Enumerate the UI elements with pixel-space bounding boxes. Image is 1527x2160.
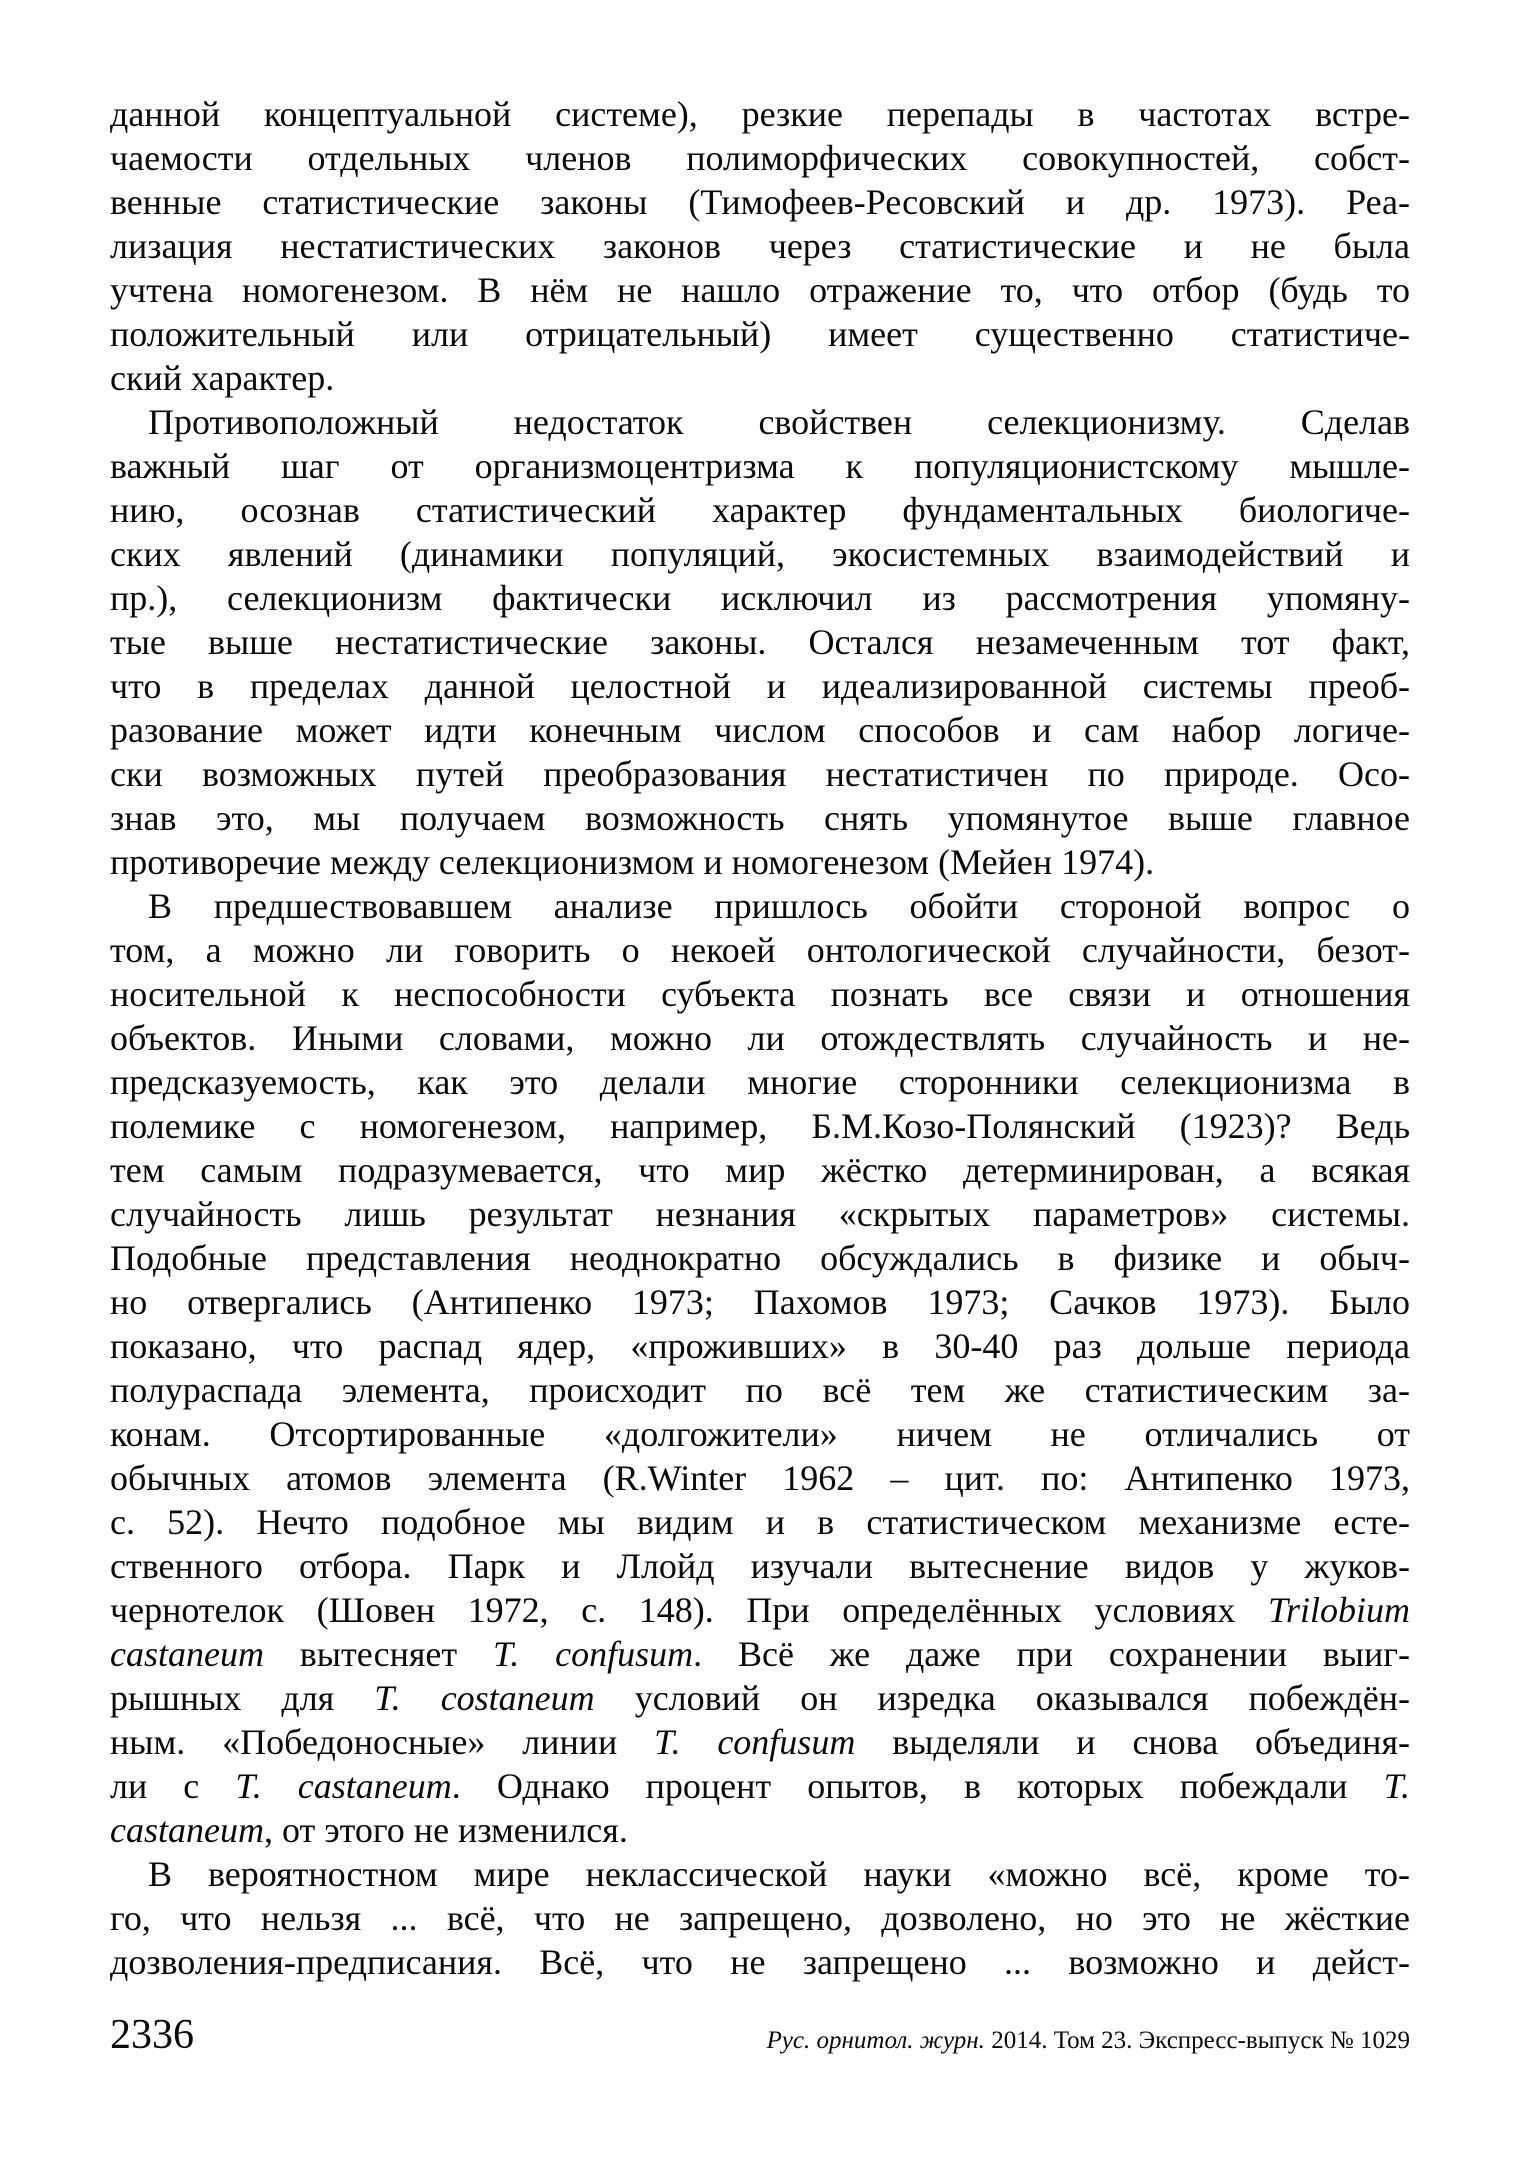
text-segment: . Всё же даже при сохранении выиг- <box>693 1634 1410 1674</box>
text-line <box>110 1544 1410 1588</box>
text-line <box>110 1676 1410 1720</box>
text-line <box>110 1940 1410 1984</box>
page-footer <box>110 2012 1410 2058</box>
text-segment: тые выше нестатистические законы. Остался незамеченным тот факт, <box>110 622 1410 662</box>
journal-issue-info: 2014. Том 23. Экспресс-выпуск № 1029 <box>984 2027 1410 2054</box>
text-line <box>110 1456 1410 1500</box>
text-segment: обычных атомов элемента (R.Winter 1962 – цит. по: Антипенко 1973, <box>110 1458 1410 1498</box>
species-name-italic: T. confusum <box>654 1722 856 1762</box>
text-line <box>110 1192 1410 1236</box>
text-segment: чаемости отдельных членов полиморфических совокупностей, собст- <box>110 138 1410 178</box>
species-name-italic: T. castaneum <box>235 1766 452 1806</box>
text-segment: показано, что распад ядер, «проживших» в 30-40 раз дольше периода <box>110 1326 1410 1366</box>
text-segment: венные статистические законы (Тимофеев-Ресовский и др. 1973). Реа- <box>110 182 1410 222</box>
text-line <box>110 1324 1410 1368</box>
text-line <box>110 664 1410 708</box>
text-segment: полемике с номогенезом, например, Б.М.Козо-Полянский (1923)? Ведь <box>110 1106 1410 1146</box>
text-line <box>110 928 1410 972</box>
text-line <box>110 1588 1410 1632</box>
text-segment: важный шаг от организмоцентризма к популяционистскому мышле- <box>110 446 1410 486</box>
text-segment: рышных для <box>110 1678 375 1718</box>
text-segment: носительной к неспособности субъекта познать все связи и отношения <box>110 974 1410 1014</box>
text-line <box>110 1148 1410 1192</box>
text-segment: Подобные представления неоднократно обсуждались в физике и обыч- <box>110 1238 1410 1278</box>
text-segment: Противоположный недостаток свойствен селекционизму. Сделав <box>148 402 1410 442</box>
text-line <box>110 796 1410 840</box>
text-line <box>110 840 1410 884</box>
text-line <box>110 1764 1410 1808</box>
text-line <box>110 1412 1410 1456</box>
text-segment: ным. «Победоносные» линии <box>110 1722 655 1762</box>
text-line <box>110 972 1410 1016</box>
text-line <box>110 1500 1410 1544</box>
text-line <box>110 1808 1410 1852</box>
text-segment: данной концептуальной системе), резкие перепады в частотах встре- <box>110 94 1410 134</box>
text-segment: . Однако процент опытов, в которых побеждали <box>451 1766 1384 1806</box>
text-line <box>110 312 1410 356</box>
text-line <box>110 576 1410 620</box>
text-segment: ственного отбора. Парк и Ллойд изучали вытеснение видов у жуков- <box>110 1546 1410 1586</box>
text-segment: знав это, мы получаем возможность снять упомянутое выше главное <box>110 798 1410 838</box>
text-segment: ски возможных путей преобразования нестатистичен по природе. Осо- <box>110 754 1410 794</box>
text-segment: ских явлений (динамики популяций, экосистемных взаимодействий и <box>110 534 1410 574</box>
text-segment: условий он изредка оказывался побеждён- <box>594 1678 1410 1718</box>
text-segment: конам. Отсортированные «долгожители» ничем не отличались от <box>110 1414 1410 1454</box>
journal-reference <box>767 2027 1410 2055</box>
text-line <box>110 1852 1410 1896</box>
text-segment: ский характер. <box>110 358 335 398</box>
text-line <box>110 224 1410 268</box>
species-name-italic: castaneum <box>110 1634 264 1674</box>
text-segment: с. 52). Нечто подобное мы видим и в статистическом механизме есте- <box>110 1502 1410 1542</box>
species-name-italic: T. confusum <box>492 1634 694 1674</box>
species-name-italic: castaneum <box>110 1810 264 1850</box>
body-text <box>110 92 1410 1984</box>
text-line <box>110 884 1410 928</box>
species-name-italic: T. <box>1383 1766 1410 1806</box>
text-segment: дозволения-предписания. Всё, что не запрещено ... возможно и дейст- <box>110 1942 1410 1982</box>
text-segment: выделяли и снова объединя- <box>855 1722 1410 1762</box>
text-segment: что в пределах данной целостной и идеализированной системы преоб- <box>110 666 1410 706</box>
text-line <box>110 1632 1410 1676</box>
species-name-italic: Trilobium <box>1267 1590 1410 1630</box>
text-segment: пр.), селекционизм фактически исключил из рассмотрения упомяну- <box>110 578 1410 618</box>
text-line <box>110 752 1410 796</box>
text-segment: го, что нельзя ... всё, что не запрещено, дозволено, но это не жёсткие <box>110 1898 1410 1938</box>
text-segment: ли с <box>110 1766 236 1806</box>
text-segment: положительный или отрицательный) имеет существенно статистиче- <box>110 314 1410 354</box>
species-name-italic: T. costaneum <box>374 1678 595 1718</box>
text-segment: том, а можно ли говорить о некоей онтологической случайности, безот- <box>110 930 1410 970</box>
text-segment: нию, осознав статистический характер фундаментальных биологиче- <box>110 490 1410 530</box>
text-segment: В вероятностном мире неклассической науки «можно всё, кроме то- <box>148 1854 1410 1894</box>
text-segment: разование может идти конечным числом способов и сам набор логиче- <box>110 710 1410 750</box>
text-line <box>110 708 1410 752</box>
text-segment: лизация нестатистических законов через статистические и не была <box>110 226 1410 266</box>
text-segment: предсказуемость, как это делали многие сторонники селекционизма в <box>110 1062 1410 1102</box>
text-segment: противоречие между селекционизмом и номогенезом (Мейен 1974). <box>110 842 1155 882</box>
text-line <box>110 1104 1410 1148</box>
text-segment: вытесняет <box>263 1634 493 1674</box>
text-segment: , от этого не изменился. <box>263 1810 628 1850</box>
text-line <box>110 268 1410 312</box>
text-line <box>110 180 1410 224</box>
text-line <box>110 400 1410 444</box>
text-line <box>110 1236 1410 1280</box>
text-line <box>110 1720 1410 1764</box>
text-line <box>110 1368 1410 1412</box>
text-segment: чернотелок (Шовен 1972, с. 148). При определённых условиях <box>110 1590 1268 1630</box>
text-line <box>110 136 1410 180</box>
text-segment: В предшествовавшем анализе пришлось обойти стороной вопрос о <box>148 886 1410 926</box>
text-segment: полураспада элемента, происходит по всё тем же статистическим за- <box>110 1370 1410 1410</box>
text-line <box>110 488 1410 532</box>
text-line <box>110 92 1410 136</box>
text-segment: тем самым подразумевается, что мир жёстко детерминирован, а всякая <box>110 1150 1410 1190</box>
journal-abbrev: Рус. орнитол. журн. <box>766 2027 985 2054</box>
text-line <box>110 620 1410 664</box>
text-line <box>110 356 1410 400</box>
text-segment: учтена номогенезом. В нём не нашло отражение то, что отбор (будь то <box>110 270 1410 310</box>
text-line <box>110 444 1410 488</box>
text-segment: объектов. Иными словами, можно ли отождествлять случайность и не- <box>110 1018 1410 1058</box>
text-line <box>110 1016 1410 1060</box>
text-line <box>110 1060 1410 1104</box>
text-segment: но отвергались (Антипенко 1973; Пахомов 1973; Сачков 1973). Было <box>110 1282 1410 1322</box>
text-segment: случайность лишь результат незнания «скрытых параметров» системы. <box>110 1194 1410 1234</box>
page-number: 2336 <box>110 2012 194 2058</box>
text-line <box>110 1896 1410 1940</box>
text-line <box>110 1280 1410 1324</box>
text-line <box>110 532 1410 576</box>
